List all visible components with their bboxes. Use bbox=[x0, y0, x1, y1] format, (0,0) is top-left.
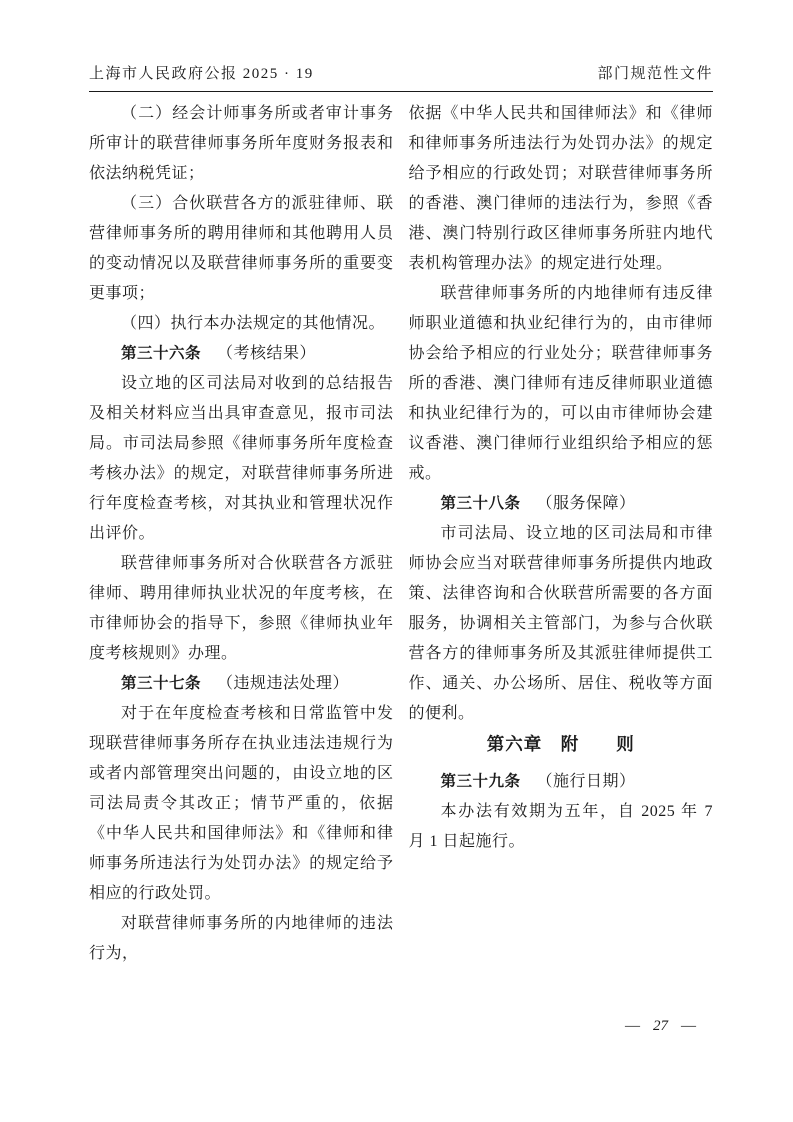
left-column bbox=[89, 99, 394, 969]
right-column bbox=[409, 99, 714, 969]
body-paragraph: 本办法有效期为五年，自 2025 年 7 月 1 日起施行。 bbox=[408, 803, 713, 850]
body-paragraph: 联营律师事务所对合伙联营各方派驻律师、聘用律师执业状况的年度考核，在市律师协会的指导下，参照《律师执业年度考核规则》办理。 bbox=[89, 555, 394, 662]
body-paragraph: 对于在年度检查考核和日常监管中发现联营律师事务所存在执业违法违规行为或者内部管理突出问题的，由设立地的区司法局责令其改正；情节严重的，依据《中华人民共和国律师法》和《律师和律师事务所违法行为处罚办法》的规定给予相应的行政处罚。 bbox=[89, 705, 394, 902]
article-number: 第三十八条 bbox=[440, 495, 521, 512]
article-heading bbox=[409, 489, 714, 519]
header-publication-title: 上海市人民政府公报 2025 · 19 bbox=[89, 66, 314, 82]
page-footer bbox=[625, 1018, 696, 1035]
article-title: （考核结果） bbox=[217, 345, 317, 362]
footer-left-dash: — bbox=[625, 1018, 640, 1034]
article-heading bbox=[89, 669, 394, 699]
header-section-label: 部门规范性文件 bbox=[597, 66, 713, 82]
article-number: 第三十七条 bbox=[121, 675, 202, 692]
body-paragraph: 对联营律师事务所的内地律师的违法行为， bbox=[89, 915, 394, 962]
header-divider bbox=[89, 91, 713, 92]
body-paragraph: （二）经会计师事务所或者审计事务所审计的联营律师事务所年度财务报表和依法纳税凭证； bbox=[89, 105, 394, 182]
body-paragraph: 市司法局、设立地的区司法局和市律师协会应当对联营律师事务所提供内地政策、法律咨询和合伙联营所需要的各方面服务，协调相关主管部门，为参与合伙联营各方的律师事务所及其派驻律师提供工作、通关、办公场所、居住、税收等方面的便利。 bbox=[408, 525, 713, 722]
article-number: 第三十九条 bbox=[440, 773, 521, 790]
chapter-heading: 第六章 附 则 bbox=[486, 734, 635, 754]
body-paragraph: （四）执行本办法规定的其他情况。 bbox=[121, 315, 386, 332]
article-title: （违规违法处理） bbox=[217, 675, 350, 692]
footer-right-dash: — bbox=[681, 1018, 696, 1034]
body-paragraph: （三）合伙联营各方的派驻律师、联营律师事务所的聘用律师和其他聘用人员的变动情况以及联营律师事务所的重要变更事项； bbox=[89, 195, 394, 302]
page-number: 27 bbox=[653, 1018, 668, 1034]
body-paragraph: 设立地的区司法局对收到的总结报告及相关材料应当出具审查意见，报市司法局。市司法局参照《律师事务所年度检查考核办法》的规定，对联营律师事务所进行年度检查考核，对其执业和管理状况作出评价。 bbox=[89, 375, 394, 542]
body-paragraph: 联营律师事务所的内地律师有违反律师职业道德和执业纪律行为的，由市律师协会给予相应的行业处分；联营律师事务所的香港、澳门律师有违反律师职业道德和执业纪律行为的，可以由市律师协会建议香港、澳门律师行业组织给予相应的惩戒。 bbox=[408, 285, 713, 482]
article-heading bbox=[89, 339, 394, 369]
article-title: （施行日期） bbox=[536, 773, 636, 790]
document-body bbox=[89, 99, 713, 969]
body-paragraph: 依据《中华人民共和国律师法》和《律师和律师事务所违法行为处罚办法》的规定给予相应的行政处罚；对联营律师事务所的香港、澳门律师的违法行为，参照《香港、澳门特别行政区律师事务所驻内地代表机构管理办法》的规定进行处理。 bbox=[408, 105, 713, 272]
article-heading bbox=[409, 767, 714, 797]
article-title: （服务保障） bbox=[536, 495, 636, 512]
article-number: 第三十六条 bbox=[121, 345, 202, 362]
page-header bbox=[89, 62, 713, 83]
